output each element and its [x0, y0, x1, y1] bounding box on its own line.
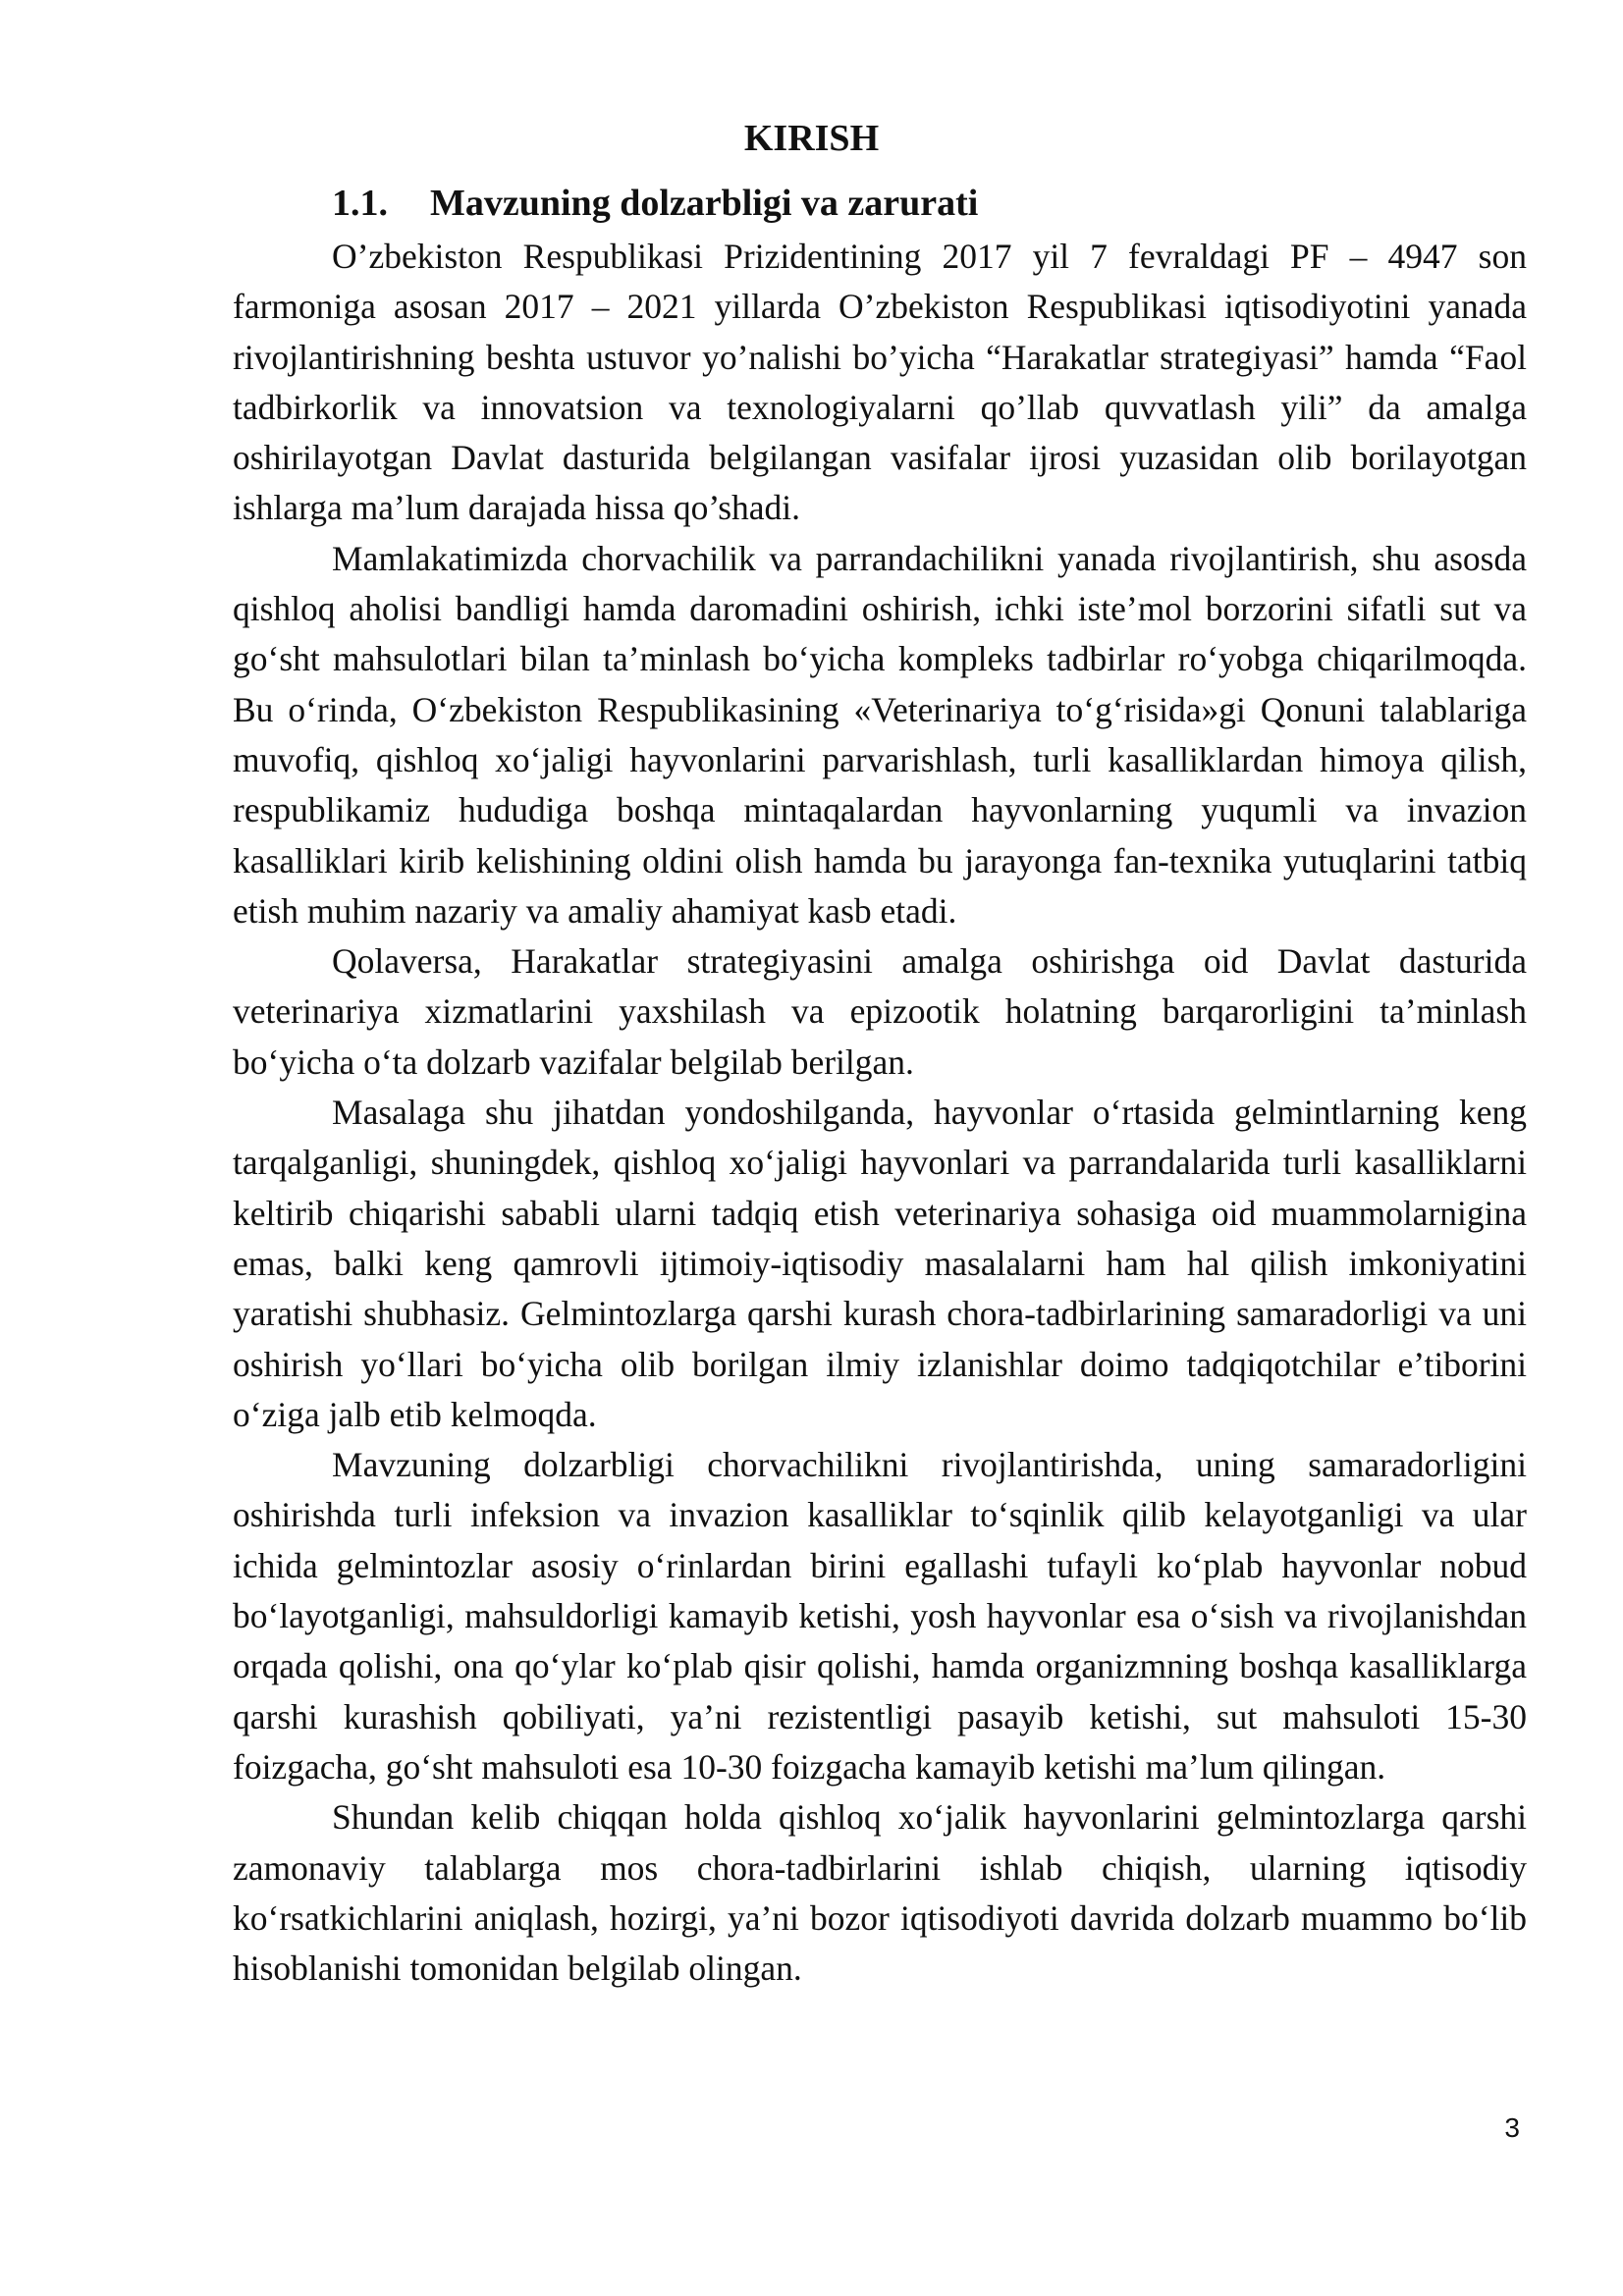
page-title: KIRISH	[743, 118, 880, 159]
section-title: Mavzuning dolzarbligi va zarurati	[430, 183, 979, 224]
body-text	[233, 232, 1527, 1994]
section-number: 1.1.	[332, 183, 388, 224]
paragraph-4: Masalaga shu jihatdan yondoshilganda, hayvonlar o‘rtasida gelmintlarning keng tarqalganligi, shuningdek, qishloq xo‘jaligi hayvonlari va parrandalarida turli kasalliklarni keltirib chiqarishi sababli ularni tadqiq etish veterinariya sohasiga oid muammolarnigina emas, balki keng qamrovli ijtimoiy-iqtisodiy masalalarni ham hal qilish imkoniyatini yaratishi shubhasiz. Gelmintozlarga qarshi kurash chora-tadbirlarining samaradorligi va uni oshirish yo‘llari bo‘yicha olib borilgan ilmiy izlanishlar doimo tadqiqotchilar e’tiborini o‘ziga jalb etib kelmoqda.	[233, 1093, 1527, 1434]
paragraph-1: O’zbekiston Respublikasi Prizidentining 2017 yil 7 fevraldagi PF – 4947 son farmoniga asosan 2017 – 2021 yillarda O’zbekiston Respublikasi iqtisodiyotini yanada rivojlantirishning beshta ustuvor yo’nalishi bo’yicha “Harakatlar strategiyasi” hamda “Faol tadbirkorlik va innovatsion va texnologiyalarni qo’llab quvvatlash yili” da amalga oshirilayotgan Davlat dasturida belgilangan vasifalar ijrosi yuzasidan olib borilayotgan ishlarga ma’lum darajada hissa qo’shadi.	[233, 237, 1527, 528]
page-number: 3	[1504, 2112, 1520, 2143]
paragraph-6: Shundan kelib chiqqan holda qishloq xo‘jalik hayvonlarini gelmintozlarga qarshi zamonaviy talablarga mos chora-tadbirlarini ishlab chiqish, ularning iqtisodiy ko‘rsatkichlarini aniqlash, hozirgi, ya’ni bozor iqtisodiyoti davrida dolzarb muammo bo‘lib hisoblanishi tomonidan belgilab olingan.	[233, 1797, 1527, 1989]
paragraph-5: Mavzuning dolzarbligi chorvachilikni rivojlantirishda, uning samaradorligini oshirishda turli infeksion va invazion kasalliklar to‘sqinlik qilib kelayotganligi va ular ichida gelmintozlar asosiy o‘rinlardan birini egallashi tufayli ko‘plab hayvonlar nobud bo‘layotganligi, mahsuldorligi kamayib ketishi, yosh hayvonlar esa o‘sish va rivojlanishdan orqada qolishi, ona qo‘ylar ko‘plab qisir qolishi, hamda organizmning boshqa kasalliklarga qarshi kurashish qobiliyati, ya’ni rezistentligi pasayib ketishi, sut mahsuloti 15-30 foizgacha, go‘sht mahsuloti esa 10-30 foizgacha kamayib ketishi ma’lum qilingan.	[233, 1445, 1527, 1787]
paragraph-2: Mamlakatimizda chorvachilik va parrandachilikni yanada rivojlantirish, shu asosda qishloq aholisi bandligi hamda daromadini oshirish, ichki iste’mol borzorini sifatli sut va go‘sht mahsulotlari bilan ta’minlash bo‘yicha kompleks tadbirlar ro‘yobga chiqarilmoqda. Bu o‘rinda, O‘zbekiston Respublikasining «Veterinariya to‘g‘risida»gi Qonuni talablariga muvofiq, qishloq xo‘jaligi hayvonlarini parvarishlash, turli kasalliklardan himoya qilish, respublikamiz hududiga boshqa mintaqalardan hayvonlarning yuqumli va invazion kasalliklari kirib kelishining oldini olish hamda bu jarayonga fan-texnika yutuqlarini tatbiq etish muhim nazariy va amaliy ahamiyat kasb etadi.	[233, 538, 1527, 931]
section-heading	[332, 179, 978, 228]
paragraph-3: Qolaversa, Harakatlar strategiyasini amalga oshirishga oid Davlat dasturida veterinariya xizmatlarini yaxshilash va epizootik holatning barqarorligini ta’minlash bo‘yicha o‘ta dolzarb vazifalar belgilab berilgan.	[233, 941, 1527, 1082]
